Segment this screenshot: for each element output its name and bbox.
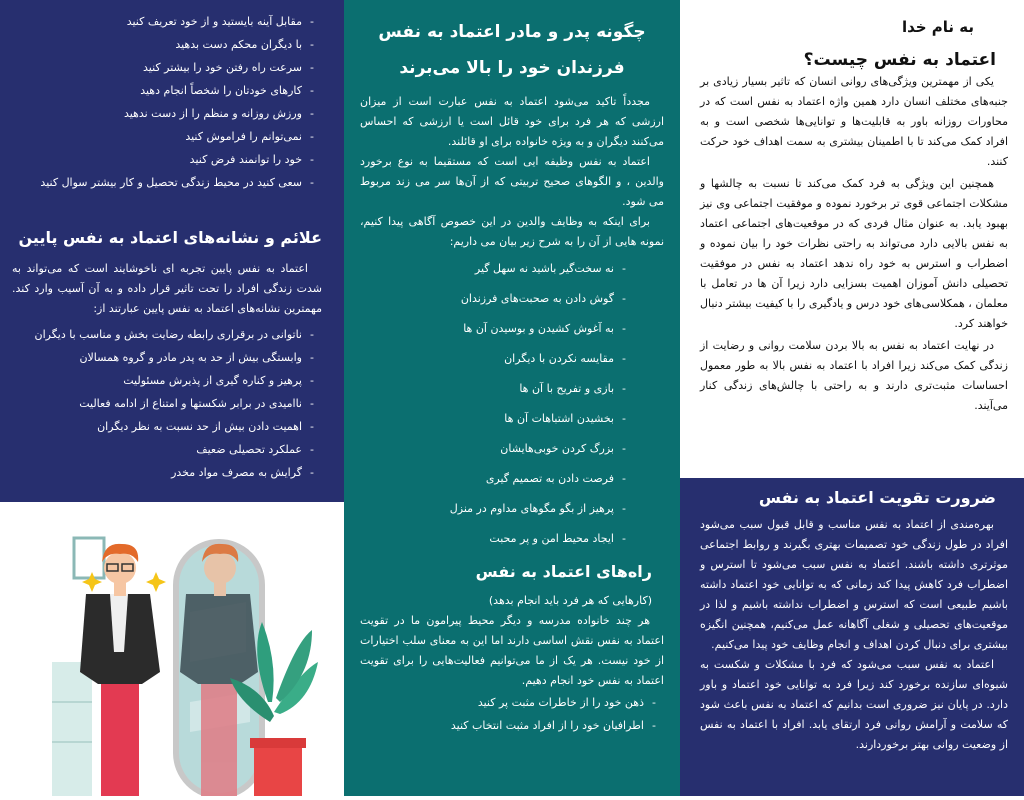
- ways-list: [360, 691, 664, 737]
- ways-title: راه‌های اعتماد به نفس: [475, 562, 652, 581]
- list-item: - با دیگران محکم دست بدهید: [12, 33, 314, 56]
- low-confidence-list: [12, 323, 322, 484]
- list-item: - گرایش به مصرف مواد مخدر: [12, 461, 314, 484]
- list-item: - مقایسه نکردن با دیگران: [360, 344, 626, 374]
- intro-paragraph-1: یکی از مهمترین ویژگی‌های روانی انسان که تاثیر بسیار زیادی بر جنبه‌های مختلف انسان دارد همین واژه اعتماد به نفس است که در محاورات روزانه باور به قابلیت‌ها و توانایی‌ها شخصی است و به افراد کمک می‌کند تا با اطمینان بیشتری به سمت اهداف خود حرکت کنند.: [700, 75, 1008, 168]
- list-item: - ورزش روزانه و منظم را از دست ندهید: [12, 102, 314, 125]
- self-esteem-tips-panel: [0, 0, 344, 210]
- list-item: - خود را توانمند فرض کنید: [12, 148, 314, 171]
- intro-panel: [680, 0, 1024, 478]
- ways-subtitle: (کارهایی که هر فرد باید انجام بدهد): [488, 594, 652, 607]
- list-item: - اطرافیان خود را از افراد مثبت انتخاب کنید: [360, 714, 656, 737]
- list-item: - سرعت راه رفتن خود را بیشتر کنید: [12, 56, 314, 79]
- intro-title: اعتماد به نفس چیست؟: [803, 50, 996, 70]
- list-item: - پرهیز و کناره گیری از پذیرش مسئولیت: [12, 369, 314, 392]
- necessity-paragraph-2: اعتماد به نفس سبب می‌شود که فرد با مشکلات و شکست به شیوه‌ای سازنده برخورد کند زیرا فرد به توانایی خود اعتماد و باور دارد. در پایان نیز ضروری است بدانیم که اعتماد به نفس باعث شود که سلامت و آرامش روانی فرد ارتقای یابد. افراد با اعتماد به نفس از وضعیت روانی بهتر برخوردارند.: [700, 658, 1008, 751]
- frame-icon: [74, 538, 104, 578]
- intro-paragraph-3: در نهایت اعتماد به نفس به بالا بردن سلامت روانی و رضایت از زندگی کمک می‌کند زیرا افراد با اعتماد به نفس بالا به طور معمول احساسات مثبت‌تری دارند و به راحتی با چالش‌های زندگی کنار می‌آیند.: [700, 339, 1008, 412]
- parents-title: چگونه پدر و مادر اعتماد به نفس فرزندان خود را بالا می‌برند: [378, 22, 646, 78]
- parents-paragraph-1: مجدداً تاکید می‌شود اعتماد به نفس عبارت است از میزان ارزشی که هر فرد برای خود قائل است یا ارزشی که احساس می‌کنند دیگران و به ویژه خانواده برای او قائلند.: [360, 95, 664, 148]
- necessity-paragraph-1: بهره‌مندی از اعتماد به نفس مناسب و قابل قبول سبب می‌شود افراد در طول زندگی خود تصمیمات بهتری بگیرند و روابط اجتماعی موثرتری داشته باشند. اعتماد به نفس سبب می‌شود تا استرس و اضطراب فرد کاهش پیدا کند زمانی که به توانایی خود اعتماد داشته باشیم طبیعی است که استرس و اضطراب نداشته باشیم و لذا در موقعیت‌های تحصیلی و شغلی آگاهانه عمل می‌کنیم، همچنین انگیزه بیشتری برای دنبال کردن اهداف و انجام وظایف خود پیدا می‌کنیم.: [700, 518, 1008, 651]
- list-item: - کارهای خودتان را شخصاً انجام دهید: [12, 79, 314, 102]
- intro-paragraph-2: همچنین این ویژگی به فرد کمک می‌کند تا نسبت به چالشها و مشکلات اجتماعی قوی تر برخورد نموده و موفقیت اجتماعی وی نیز بهبود یابد. به عنوان مثال فردی که در موقعیت‌های اجتماعی اعتماد به نفس بالایی دارد می‌تواند به راحتی نظرات خود را بیان نموده و اضطراب و استرس به خود راه ندهد اعتماد به نفس در موفقیت تحصیلی دانش آموزان اهمیت بسزایی دارد زیرا آن ها در تعامل با معلمان ، همکلاسی‌های خود درس و یادگیری را با کیفیت بیشتر دنبال خواهند کرد.: [700, 177, 1008, 330]
- low-confidence-panel: [0, 210, 344, 502]
- parents-panel: [344, 0, 680, 796]
- list-item: - گوش دادن به صحبت‌های فرزندان: [360, 284, 626, 314]
- tips-list: [12, 10, 322, 194]
- list-item: - پرهیز از بگو مگوهای مداوم در منزل: [360, 494, 626, 524]
- parents-paragraph-3: برای اینکه به وظایف والدین در این خصوص آگاهی پیدا کنیم، نمونه هایی از آن را به شرح زیر بیان می داریم:: [360, 215, 664, 248]
- list-item: - ذهن خود را از خاطرات مثبت پر کنید: [360, 691, 656, 714]
- list-item: - به آغوش کشیدن و بوسیدن آن ها: [360, 314, 626, 344]
- necessity-title: ضرورت تقویت اعتماد به نفس: [758, 488, 996, 507]
- parents-list: [360, 254, 634, 554]
- list-item: - نمی‌توانم را فراموش کنید: [12, 125, 314, 148]
- low-confidence-intro: اعتماد به نفس پایین تجربه ای ناخوشایند است که می‌تواند به شدت زندگی افراد را تحت تاثیر قرار داده و به آن آسیب وارد کند. مهمترین نشانه‌های اعتماد به نفس پایین عبارتند از:: [12, 262, 322, 315]
- ways-paragraph: هر چند خانواده مدرسه و دیگر محیط پیرامون ما در تقویت اعتماد به نفس نقش اساسی دارند اما این به معنای سلب اختیارات از خود نیست. هر یک از ما می‌توانیم فعالیت‌هایی را برای تقویت اعتماد به نفس خود انجام دهیم.: [360, 614, 664, 687]
- list-item: - عملکرد تحصیلی ضعیف: [12, 438, 314, 461]
- list-item: - فرصت دادن به تصمیم گیری: [360, 464, 626, 494]
- list-item: - بزرگ کردن خوبی‌هایشان: [360, 434, 626, 464]
- list-item: - اهمیت دادن بیش از حد نسبت به نظر دیگران: [12, 415, 314, 438]
- list-item: - وابستگی بیش از حد به پدر مادر و گروه همسالان: [12, 346, 314, 369]
- illustration-panel: [0, 502, 344, 796]
- list-item: - مقابل آینه بایستید و از خود تعریف کنید: [12, 10, 314, 33]
- list-item: - نه سخت‌گیر باشید نه سهل گیر: [360, 254, 626, 284]
- necessity-panel: [680, 478, 1024, 796]
- parents-paragraph-2: اعتماد به نفس وظیفه ایی است که مستقیما به نوع برخورد والدین ، و الگوهای صحیح تربیتی که از آن‌ها سر می زند مربوط می شود.: [360, 155, 664, 208]
- low-confidence-title: علائم و نشانه‌های اعتماد به نفس پایین: [18, 228, 322, 247]
- list-item: - ناتوانی در برقراری رابطه رضایت بخش و مناسب با دیگران: [12, 323, 314, 346]
- bismillah-heading: به نام خدا: [901, 18, 974, 36]
- mirror-illustration: [0, 502, 344, 796]
- list-item: - بخشیدن اشتباهات آن ها: [360, 404, 626, 434]
- list-item: - بازی و تفریح با آن ها: [360, 374, 626, 404]
- list-item: - سعی کنید در محیط زندگی تحصیل و کار بیشتر سوال کنید: [12, 171, 314, 194]
- list-item: - ناامیدی در برابر شکستها و امتناع از ادامه فعالیت: [12, 392, 314, 415]
- list-item: - ایجاد محیط امن و پر محبت: [360, 524, 626, 554]
